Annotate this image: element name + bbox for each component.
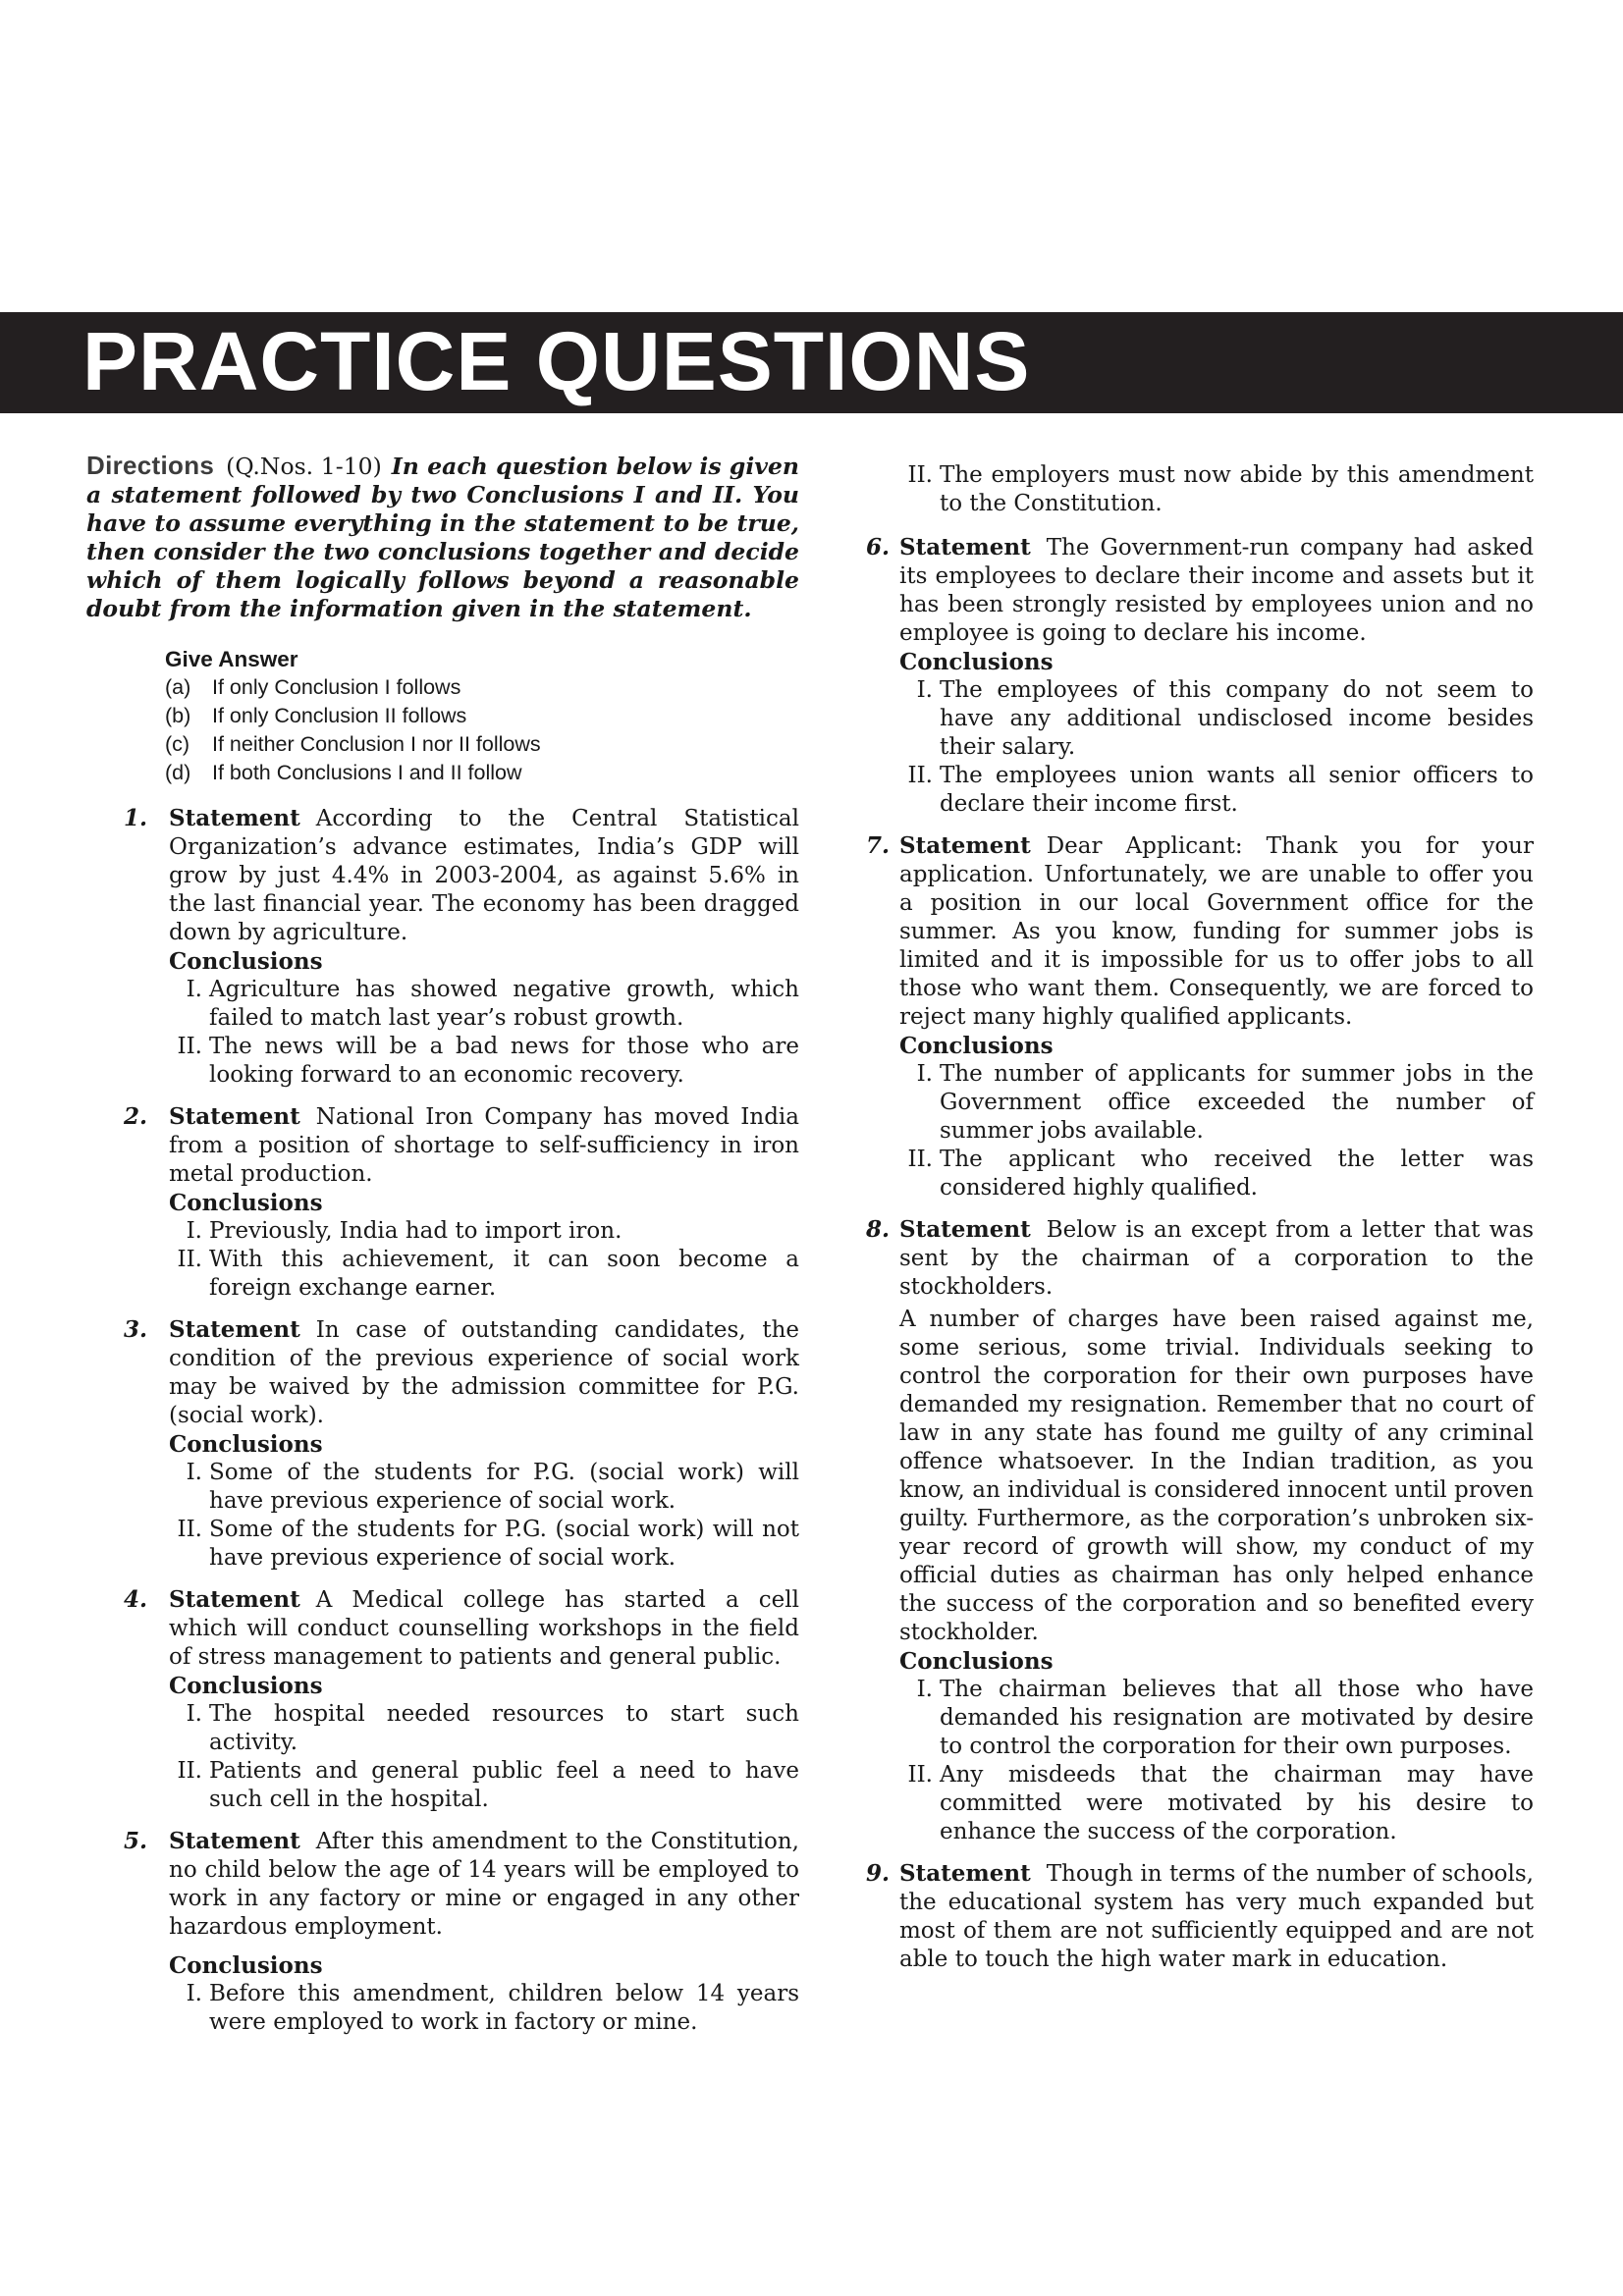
conclusion-item [899, 676, 1534, 762]
question-2 [86, 1102, 799, 1303]
conclusion-item [169, 1033, 799, 1090]
question-9 [866, 1859, 1534, 1974]
conclusion-item [169, 1757, 799, 1814]
conclusion-number: II. [907, 1762, 933, 1788]
conclusion-number: II. [907, 1147, 933, 1172]
statement-label: Statement [899, 1216, 1031, 1243]
column-right [866, 461, 1534, 1987]
section-banner [0, 312, 1623, 413]
statement-body-paragraph: A number of charges have been raised against me, some serious, some trivial. Individuals seeking to control the corporation for their own purposes have demanded my resignation. Remember that no court of law in any state has found me guilty of any criminal offence whatsoever. In the Indian tradition, as you know, an individual is considered innocent until proven guilty. Furthermore, as the corporation’s unbroken six-year record of growth will show, my conduct of my official duties as chairman has only helped enhance the success of the corporation and so benefited every stockholder. [899, 1307, 1534, 1645]
statement-text: Though in terms of the number of schools, the educational system has very much expanded but most of them are not sufficiently equipped and are not able to touch the high water mark in education. [899, 1861, 1534, 1972]
conclusion-text: Before this amendment, children below 14 years were employed to work in factory or mine. [209, 1981, 799, 2035]
conclusion-text: The employers must now abide by this amendment to the Constitution. [940, 462, 1534, 516]
statement-text: After this amendment to the Constitution, no child below the age of 14 years will be employed to work in any factory or mine or engaged in any other hazardous employment. [169, 1829, 799, 1940]
statement-label: Statement [899, 534, 1031, 561]
option-key: (b) [165, 704, 191, 727]
directions-question-range: (Q.Nos. 1-10) [226, 453, 382, 480]
question-4 [86, 1585, 799, 1814]
statement-paragraph [169, 804, 799, 947]
statement-paragraph [169, 1102, 799, 1189]
question-body [169, 1827, 799, 2037]
option-text: If only Conclusion I follows [212, 675, 461, 699]
conclusion-number: I. [186, 1460, 202, 1485]
conclusion-number: II. [177, 1247, 202, 1272]
option-key: (a) [165, 675, 191, 699]
conclusion-number: I. [186, 1218, 202, 1244]
question-number: 5. [124, 1828, 148, 1854]
conclusion-item [169, 1246, 799, 1303]
question-body [899, 1859, 1534, 1974]
conclusion-text: Agriculture has showed negative growth, which failed to match last year’s robust growth. [209, 977, 799, 1031]
conclusion-text: Previously, India had to import iron. [209, 1218, 622, 1244]
conclusions-heading: Conclusions [169, 1431, 323, 1458]
statement-label: Statement [899, 832, 1031, 859]
conclusion-item [169, 1980, 799, 2037]
statement-text: According to the Central Statistical Organization’s advance estimates, India’s GDP will grow by just 4.4% in 2003-2004, as against 5.6% in the last financial year. The economy has been dragged down by agriculture. [169, 806, 799, 945]
statement-paragraph [899, 533, 1534, 648]
statement-paragraph [899, 1859, 1534, 1974]
conclusion-item [169, 976, 799, 1033]
statement-paragraph [169, 1827, 799, 1942]
question-5-conclusion-continued [899, 461, 1534, 518]
conclusion-number: I. [186, 1701, 202, 1727]
question-body [169, 1585, 799, 1814]
conclusion-number: II. [907, 763, 933, 788]
option-text: If neither Conclusion I nor II follows [212, 732, 541, 756]
conclusions-heading: Conclusions [899, 649, 1054, 675]
answer-option-a [165, 673, 799, 702]
conclusion-number: II. [177, 1517, 202, 1542]
page-title: PRACTICE QUESTIONS [82, 315, 1031, 407]
conclusion-text: The applicant who received the letter was considered highly qualified. [940, 1147, 1534, 1201]
statement-text: The Government-run company had asked its employees to declare their income and assets but it has been strongly resisted by employees union and no employee is going to declare his income. [899, 535, 1534, 646]
conclusion-number: II. [177, 1758, 202, 1784]
conclusion-item [899, 762, 1534, 819]
question-body [169, 1315, 799, 1573]
conclusion-number: I. [916, 1061, 933, 1087]
statement-label: Statement [169, 1316, 300, 1343]
question-7 [866, 831, 1534, 1202]
statement-paragraph [169, 1585, 799, 1672]
conclusion-number: I. [916, 677, 933, 703]
question-5 [86, 1827, 799, 2037]
conclusion-text: The chairman believes that all those who have demanded his resignation are motivated by desire to control the corporation for their own purposes. [940, 1677, 1534, 1759]
conclusions-heading: Conclusions [169, 1190, 323, 1216]
statement-label: Statement [169, 1103, 300, 1130]
statement-text: In case of outstanding candidates, the condition of the previous experience of social work may be waived by the admission committee for P.G. (social work). [169, 1317, 799, 1428]
statement-paragraph [899, 1215, 1534, 1302]
conclusion-text: With this achievement, it can soon become a foreign exchange earner. [209, 1247, 799, 1301]
conclusion-number: II. [907, 462, 933, 488]
answer-option-c [165, 730, 799, 759]
question-number: 1. [124, 805, 148, 831]
option-key: (d) [165, 761, 191, 784]
statement-paragraph [899, 831, 1534, 1032]
question-8 [866, 1215, 1534, 1846]
statement-label: Statement [169, 1828, 300, 1854]
statement-paragraph [169, 1315, 799, 1430]
question-body [899, 831, 1534, 1202]
conclusion-number: I. [186, 1981, 202, 2006]
conclusion-number: I. [186, 977, 202, 1002]
option-text: If both Conclusions I and II follow [212, 761, 522, 784]
conclusion-text: The number of applicants for summer jobs in the Government office exceeded the number of summer jobs available. [940, 1061, 1534, 1144]
statement-text: National Iron Company has moved India from a position of shortage to self-sufficiency in iron metal production. [169, 1104, 799, 1187]
conclusions-heading: Conclusions [169, 948, 323, 975]
option-key: (c) [165, 732, 190, 756]
conclusions-heading: Conclusions [169, 1952, 323, 1979]
give-answer-heading: Give Answer [165, 647, 298, 671]
conclusion-number: II. [177, 1034, 202, 1059]
question-3 [86, 1315, 799, 1573]
directions-text: In each question below is given a statement followed by two Conclusions I and II. You have to assume everything in the statement to be true, then consider the two conclusions together and decide which of them logically follows beyond a reasonable doubt from the information given in the statement. [86, 453, 799, 622]
statement-label: Statement [169, 805, 300, 831]
conclusion-text: The hospital needed resources to start such activity. [209, 1701, 799, 1755]
question-body [899, 533, 1534, 819]
conclusion-number: I. [916, 1677, 933, 1702]
conclusion-item [169, 1700, 799, 1757]
question-6 [866, 533, 1534, 819]
question-number: 6. [866, 534, 891, 561]
conclusion-text: Some of the students for P.G. (social work) will have previous experience of social work. [209, 1460, 799, 1514]
conclusion-item [169, 1459, 799, 1516]
directions-paragraph [86, 452, 799, 623]
question-body [169, 804, 799, 1090]
conclusion-text: Any misdeeds that the chairman may have committed were motivated by his desire to enhance the success of the corporation. [940, 1762, 1534, 1844]
statement-label: Statement [899, 1860, 1031, 1887]
conclusions-heading: Conclusions [899, 1648, 1054, 1675]
question-body [169, 1102, 799, 1303]
conclusion-text: The employees union wants all senior officers to declare their income first. [940, 763, 1534, 817]
answer-option-d [165, 759, 799, 787]
conclusions-heading: Conclusions [169, 1673, 323, 1699]
statement-text: A Medical college has started a cell which will conduct counselling workshops in the field of stress management to patients and general public. [169, 1587, 799, 1670]
directions-label: Directions [86, 451, 215, 480]
statement-text: Below is an except from a letter that was sent by the chairman of a corporation to the stockholders. [899, 1217, 1534, 1300]
option-text: If only Conclusion II follows [212, 704, 467, 727]
conclusion-item [899, 1060, 1534, 1146]
conclusion-item [169, 1217, 799, 1246]
give-answer-block [165, 645, 799, 787]
answer-option-b [165, 702, 799, 730]
conclusion-item [899, 1761, 1534, 1846]
conclusion-text: The news will be a bad news for those who are looking forward to an economic recovery. [209, 1034, 799, 1088]
conclusion-text: Some of the students for P.G. (social work) will not have previous experience of social work. [209, 1517, 799, 1571]
question-number: 2. [124, 1103, 148, 1130]
question-number: 4. [124, 1586, 148, 1613]
conclusions-heading: Conclusions [899, 1033, 1054, 1059]
question-number: 7. [866, 832, 891, 859]
question-number: 9. [866, 1860, 891, 1887]
conclusion-item [169, 1516, 799, 1573]
conclusion-text: The employees of this company do not seem to have any additional undisclosed income besides their salary. [940, 677, 1534, 760]
column-left [86, 452, 799, 2050]
question-number: 3. [124, 1316, 148, 1343]
conclusion-item [899, 1146, 1534, 1202]
conclusion-item [899, 1676, 1534, 1761]
question-number: 8. [866, 1216, 891, 1243]
question-1 [86, 804, 799, 1090]
statement-label: Statement [169, 1586, 300, 1613]
conclusion-text: Patients and general public feel a need to have such cell in the hospital. [209, 1758, 799, 1812]
question-body [899, 1215, 1534, 1846]
statement-text: Dear Applicant: Thank you for your application. Unfortunately, we are unable to offer you a position in our local Government office for the summer. As you know, funding for summer jobs is limited and it is impossible for us to offer jobs to all those who want them. Consequently, we are forced to reject many highly qualified applicants. [899, 833, 1534, 1030]
